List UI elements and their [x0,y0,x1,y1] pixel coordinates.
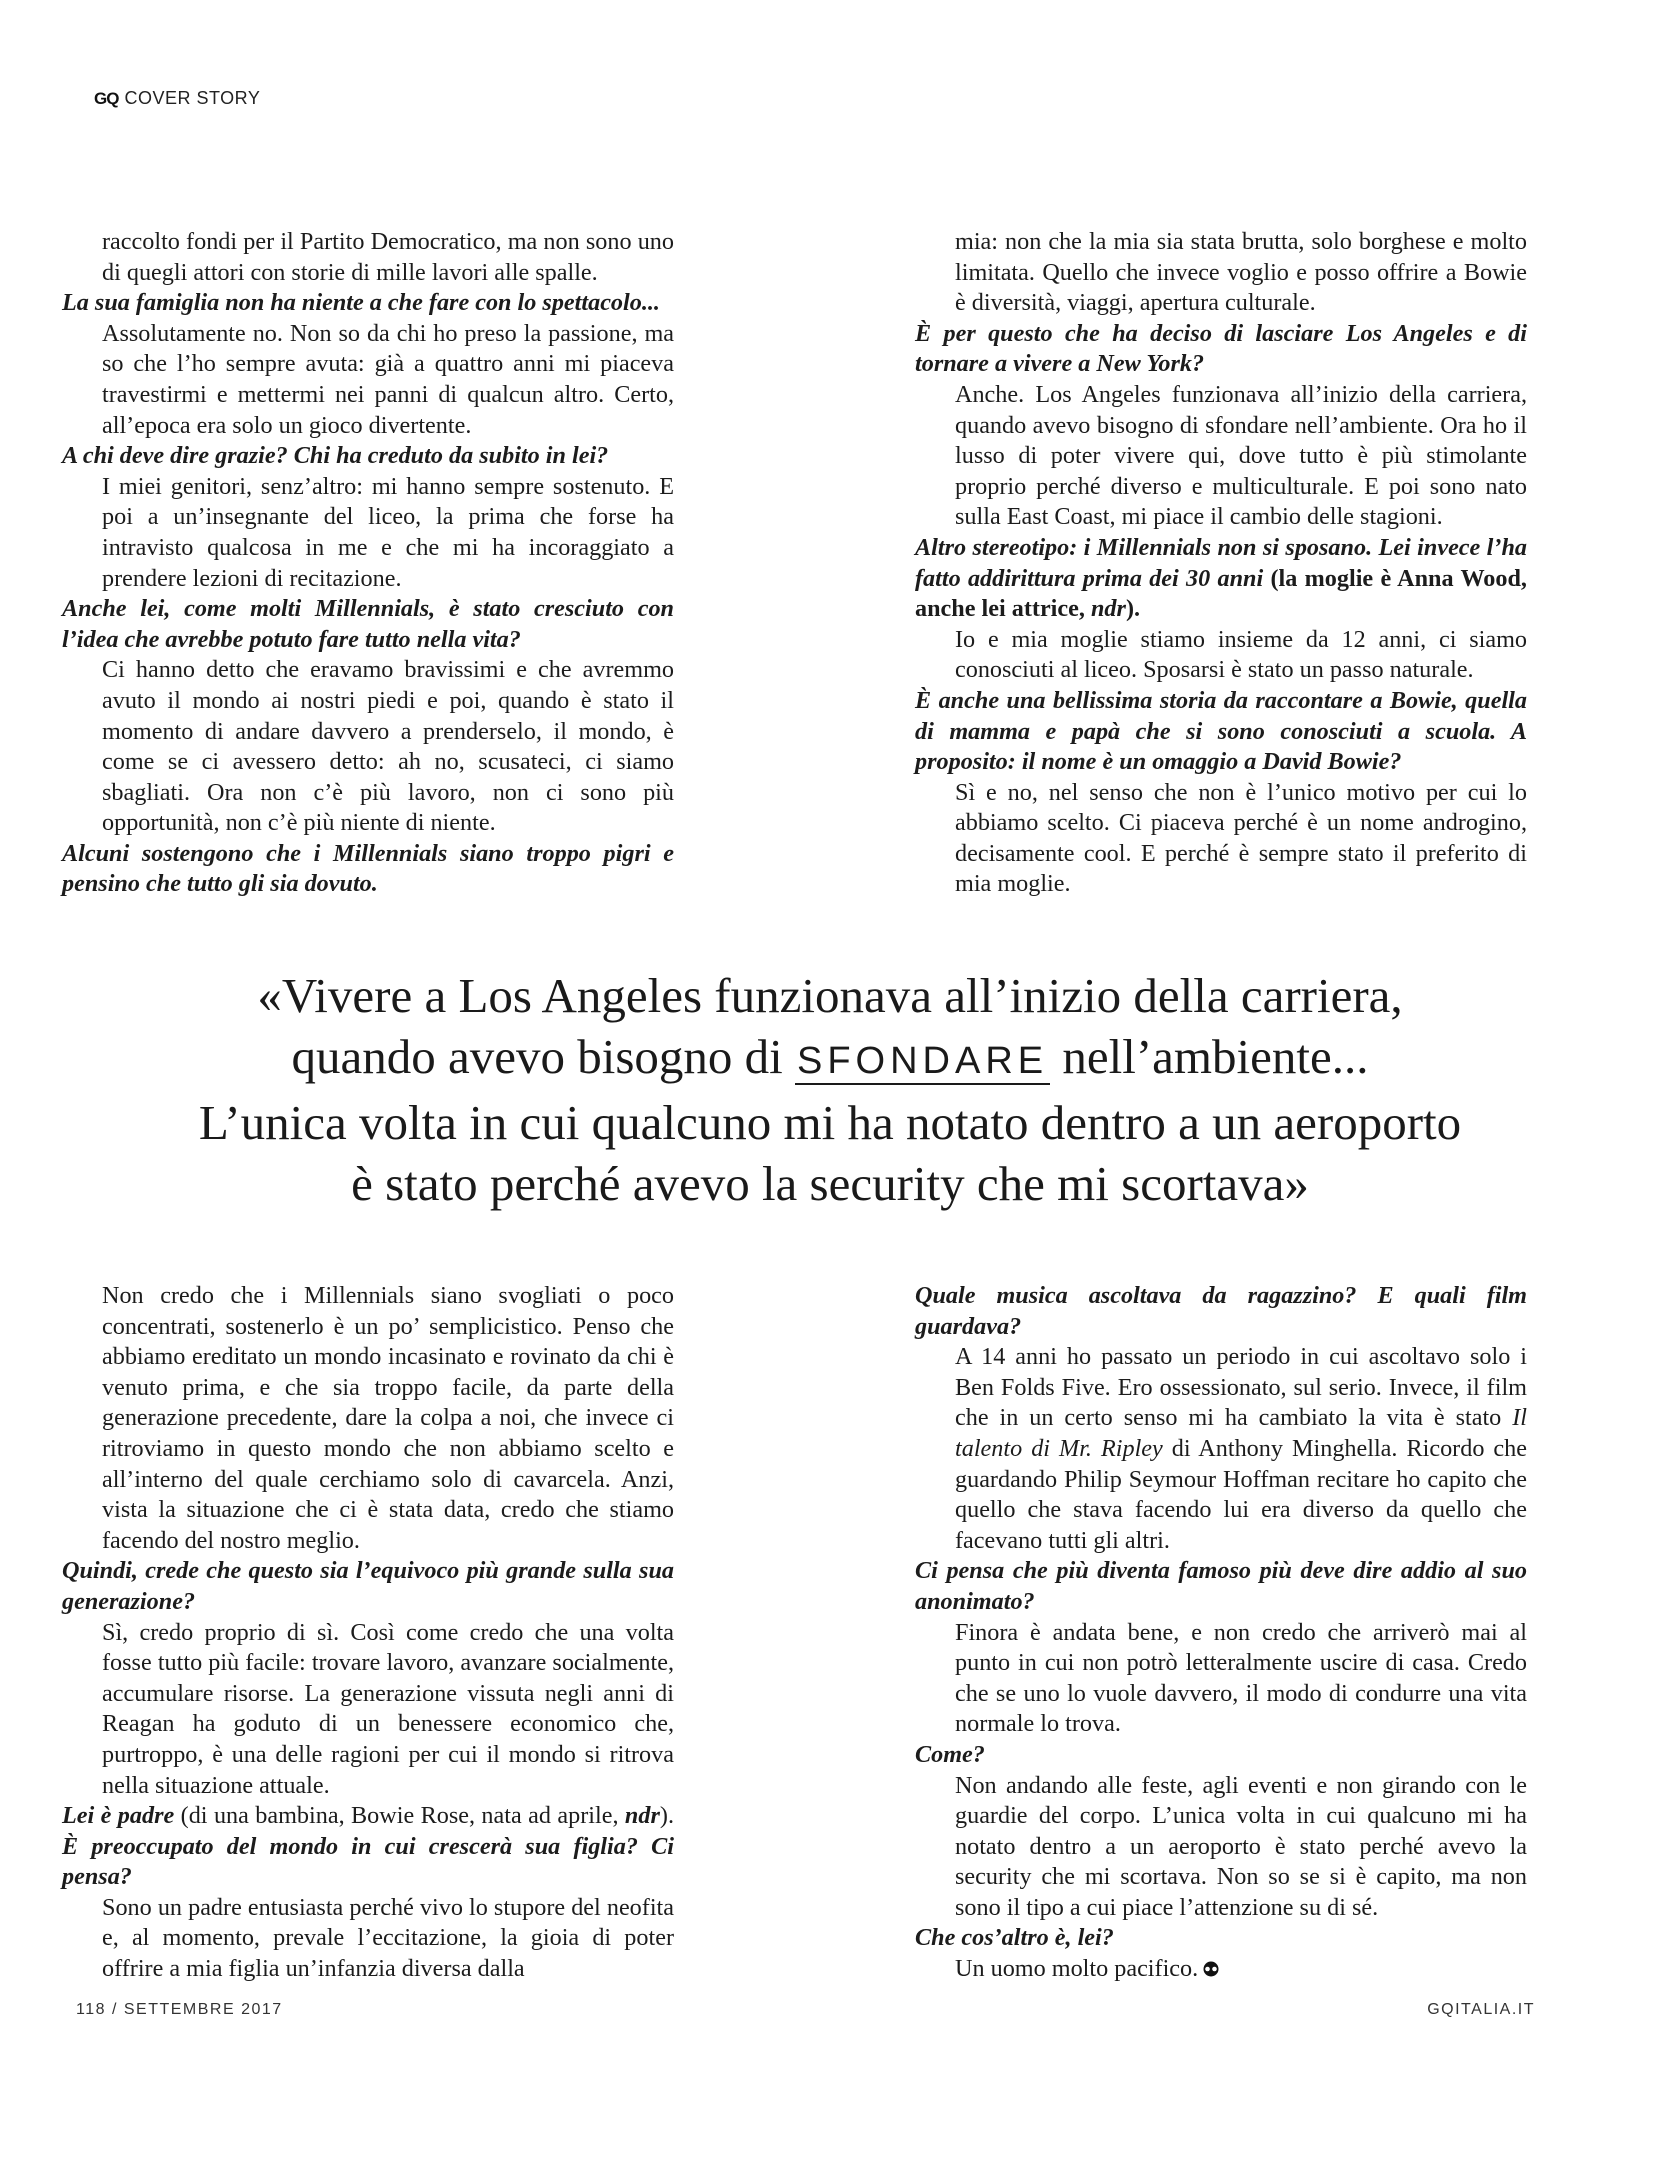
answer: Ci hanno detto che eravamo bravissimi e che avremmo avuto il mondo ai nostri piedi e poi, quando è stato il momento di andare davvero a prenderselo, il mondo, è come se ci avessero detto: ah no, scusateci, ci siamo sbagliati. Ora non c’è più lavoro, non ci sono più opportunità, non c’è più niente di niente. [102,656,674,837]
pull-quote-line: è stato perché avevo la security che mi scortava» [351,1156,1309,1211]
question: Alcuni sostengono che i Millennials siano troppo pigri e pensino che tutto gli sia dovuto. [62,839,674,898]
question: La sua famiglia non ha niente a che fare con lo spettacolo... [62,289,660,317]
ndr-label: ndr [624,1802,660,1830]
answer-text: di Anthony Minghella. Ricordo che guardando Philip Seymour Hoffman recitare ho capito che quello che stava facendo lui era diverso da quello che facevano tutti gli altri. [955,1434,1527,1554]
question: Quale musica ascoltava da ragazzino? E quali film guardava? [915,1282,1527,1340]
paragraph: mia: non che la mia sia stata brutta, solo borghese e molto limitata. Quello che invece voglio e posso offrire a Bowie è diversità, viaggi, apertura culturale. [955,228,1527,317]
answer: Sì e no, nel senso che non è l’unico motivo per cui lo abbiamo scelto. Ci piaceva perché è un nome androgino, decisamente cool. E perché è sempre stato il preferito di mia moglie. [955,778,1527,898]
ndr-label: ndr [1090,595,1126,623]
answer-text: A 14 anni ho passato un periodo in cui ascoltavo solo i Ben Folds Five. Ero ossessionato, sul serio. Invece, il film che in un certo senso mi ha cambiato la vita è stato [955,1343,1527,1432]
section-title: COVER STORY [124,88,261,108]
question-text: Lei è padre [62,1802,175,1830]
column-bottom-left [62,1281,674,1985]
pull-quote-text: quando avevo bisogno di [291,1029,795,1084]
question: Che cos’altro è, lei? [915,1924,1114,1952]
editor-note: (di una bambina, Bowie Rose, nata ad aprile, [174,1802,625,1830]
answer: Assolutamente no. Non so da chi ho preso la passione, ma so che l’ho sempre avuta: già a quattro anni mi piaceva travestirmi e mettermi nei panni di qualcun altro. Certo, all’epoca era solo un gioco divertente. [102,319,674,439]
column-top-right [915,227,1527,900]
question: Ci pensa che più diventa famoso più deve dire addio al suo anonimato? [915,1557,1527,1615]
editor-note-end: ). [659,1802,674,1830]
pull-quote-line [60,1026,1600,1092]
question: Come? [915,1740,985,1768]
pull-quote-highlight: SFONDARE [795,1040,1050,1085]
pull-quote-text: nell’ambiente... [1050,1029,1369,1084]
question: È per questo che ha deciso di lasciare Los Angeles e di tornare a vivere a New York? [915,319,1527,378]
website-url: GQITALIA.IT [1427,2001,1535,2018]
section-header [94,88,260,109]
question [915,533,1527,625]
column-top-left [62,227,674,900]
answer-text: Un uomo molto pacifico. [955,1955,1199,1983]
answer [915,1342,1527,1556]
page-number-date: 118 / SETTEMBRE 2017 [76,2001,283,2018]
question: Quindi, crede che questo sia l’equivoco più grande sulla sua generazione? [62,1557,674,1615]
question [62,1801,674,1893]
question-text: Altro stereotipo: i Millennials non si sposano. Lei invece l’ha fatto addirittura prima dei 30 anni [915,533,1527,592]
answer: I miei genitori, senz’altro: mi hanno sempre sostenuto. E poi a un’insegnante del liceo, la prima che forse ha intravisto qualcosa in me e che mi ha incoraggiato a prendere lezioni di recitazione. [102,472,674,592]
editor-note-end: ). [1125,595,1141,623]
gq-end-mark-icon [1201,1961,1221,1977]
answer: Io e mia moglie stiamo insieme da 12 anni, ci siamo conosciuti al liceo. Sposarsi è stato un passo naturale. [955,625,1527,684]
pull-quote [60,965,1600,1214]
gq-logo: GQ [94,88,119,108]
column-bottom-right [915,1281,1527,1985]
pull-quote-line: «Vivere a Los Angeles funzionava all’inizio della carriera, [257,968,1403,1023]
answer: Sì, credo proprio di sì. Così come credo che una volta fosse tutto più facile: trovare lavoro, avanzare socialmente, accumulare risorse. La generazione vissuta negli anni di Reagan ha goduto di un benessere economico che, purtroppo, è una delle ragioni per cui il mondo si ritrova nella situazione attuale. [102,1618,674,1799]
answer: Sono un padre entusiasta perché vivo lo stupore del neofita e, al momento, prevale l’eccitazione, la gioia di poter offrire a mia figlia un’infanzia diversa dalla [102,1893,674,1983]
paragraph: Non credo che i Millennials siano svogliati o poco concentrati, sostenerlo è un po’ semplicistico. Penso che abbiamo ereditato un mondo incasinato e rovinato da chi è venuto prima, e che sia troppo facile, da parte della generazione precedente, dare la colpa a noi, che invece ci ritroviamo in questo mondo che non abbiamo scelto e all’interno del quale cerchiamo solo di cavarcela. Anzi, vista la situazione che ci è stata data, credo che stiamo facendo del nostro meglio. [102,1282,674,1554]
film-title: Il talento di Mr. Ripley [955,1404,1527,1462]
answer: Finora è andata bene, e non credo che arriverò mai al punto in cui non potrò letteralmente uscire di casa. Credo che se uno lo vuole davvero, il modo di condurre una vita normale lo trova. [955,1618,1527,1738]
pull-quote-line: L’unica volta in cui qualcuno mi ha notato dentro a un aeroporto [198,1095,1462,1150]
editor-note: (la moglie è Anna Wood, anche lei attrice, [915,564,1527,623]
question: A chi deve dire grazie? Chi ha creduto da subito in lei? [62,442,609,470]
answer [915,1954,1527,1985]
question: È anche una bellissima storia da raccontare a Bowie, quella di mamma e papà che si sono conosciuti a scuola. A proposito: il nome è un omaggio a David Bowie? [915,686,1527,776]
question-text: È preoccupato del mondo in cui crescerà sua figlia? Ci pensa? [62,1832,674,1891]
question: Anche lei, come molti Millennials, è stato cresciuto con l’idea che avrebbe potuto fare tutto nella vita? [62,595,674,653]
answer: raccolto fondi per il Partito Democratico, ma non sono uno di quegli attori con storie di mille lavori alle spalle. [102,228,674,286]
answer: Non andando alle feste, agli eventi e non girando con le guardie del corpo. L’unica volta in cui qualcuno mi ha notato dentro a un aeroporto è stato perché avevo la security che mi scortava. Non so se si è capito, ma non sono il tipo a cui piace l’attenzione su di sé. [955,1771,1527,1921]
answer: Anche. Los Angeles funzionava all’inizio della carriera, quando avevo bisogno di sfondare nell’ambiente. Ora ho il lusso di poter vivere qui, dove tutto è più stimolante proprio perché diverso e multiculturale. E poi sono nato sulla East Coast, mi piace il cambio delle stagioni. [955,380,1527,531]
